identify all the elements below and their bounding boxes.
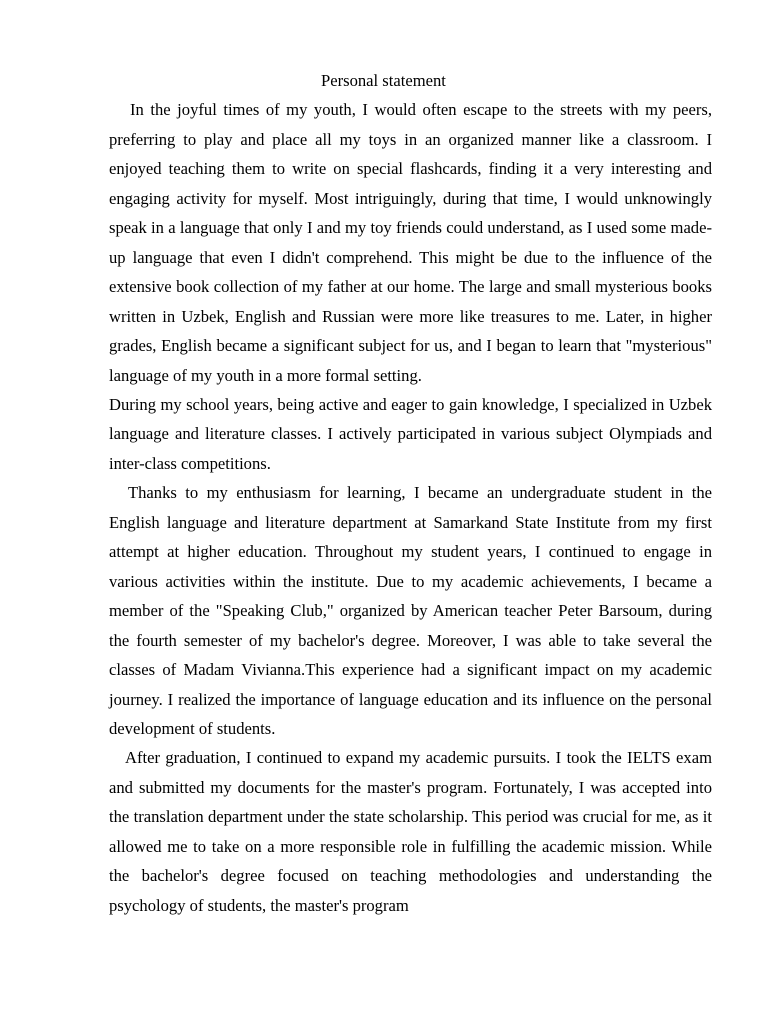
- document-title: Personal statement: [321, 71, 446, 90]
- paragraph-childhood: In the joyful times of my youth, I would often escape to the streets with my peers, preferring to play and place all my toys in an organized manner like a classroom. I enjoyed teaching them to write on special flashcards, finding it a very interesting and engaging activity for myself. Most intriguingly, during that time, I would unknowingly speak in a language that only I and my toy friends could understand, as I used some made-up language that even I didn't comprehend. This might be due to the influence of the extensive book collection of my father at our home. The large and small mysterious books written in Uzbek, English and Russian were more like treasures to me. Later, in higher grades, English became a significant subject for us, and I began to learn that "mysterious" language of my youth in a more formal setting.: [109, 100, 712, 385]
- paragraph-school-years: During my school years, being active and eager to gain knowledge, I specialized in Uzbek language and literature classes. I actively participated in various subject Olympiads and inter-class competitions.: [109, 394, 712, 473]
- paragraph-graduate: After graduation, I continued to expand my academic pursuits. I took the IELTS exam and submitted my documents for the master's program. Fortunately, I was accepted into the translation department under the state scholarship. This period was crucial for me, as it allowed me to take on a more responsible role in fulfilling the academic mission. While the bachelor's degree focused on teaching methodologies and understanding the psychology of students, the master's program: [109, 748, 712, 915]
- document-body: [109, 66, 712, 920]
- paragraph-undergraduate: Thanks to my enthusiasm for learning, I became an undergraduate student in the English language and literature department at Samarkand State Institute from my first attempt at higher education. Throughout my student years, I continued to engage in various activities within the institute. Due to my academic achievements, I became a member of the "Speaking Club," organized by American teacher Peter Barsoum, during the fourth semester of my bachelor's degree. Moreover, I was able to take several the classes of Madam Vivianna.This experience had a significant impact on my academic journey. I realized the importance of language education and its influence on the personal development of students.: [109, 483, 712, 738]
